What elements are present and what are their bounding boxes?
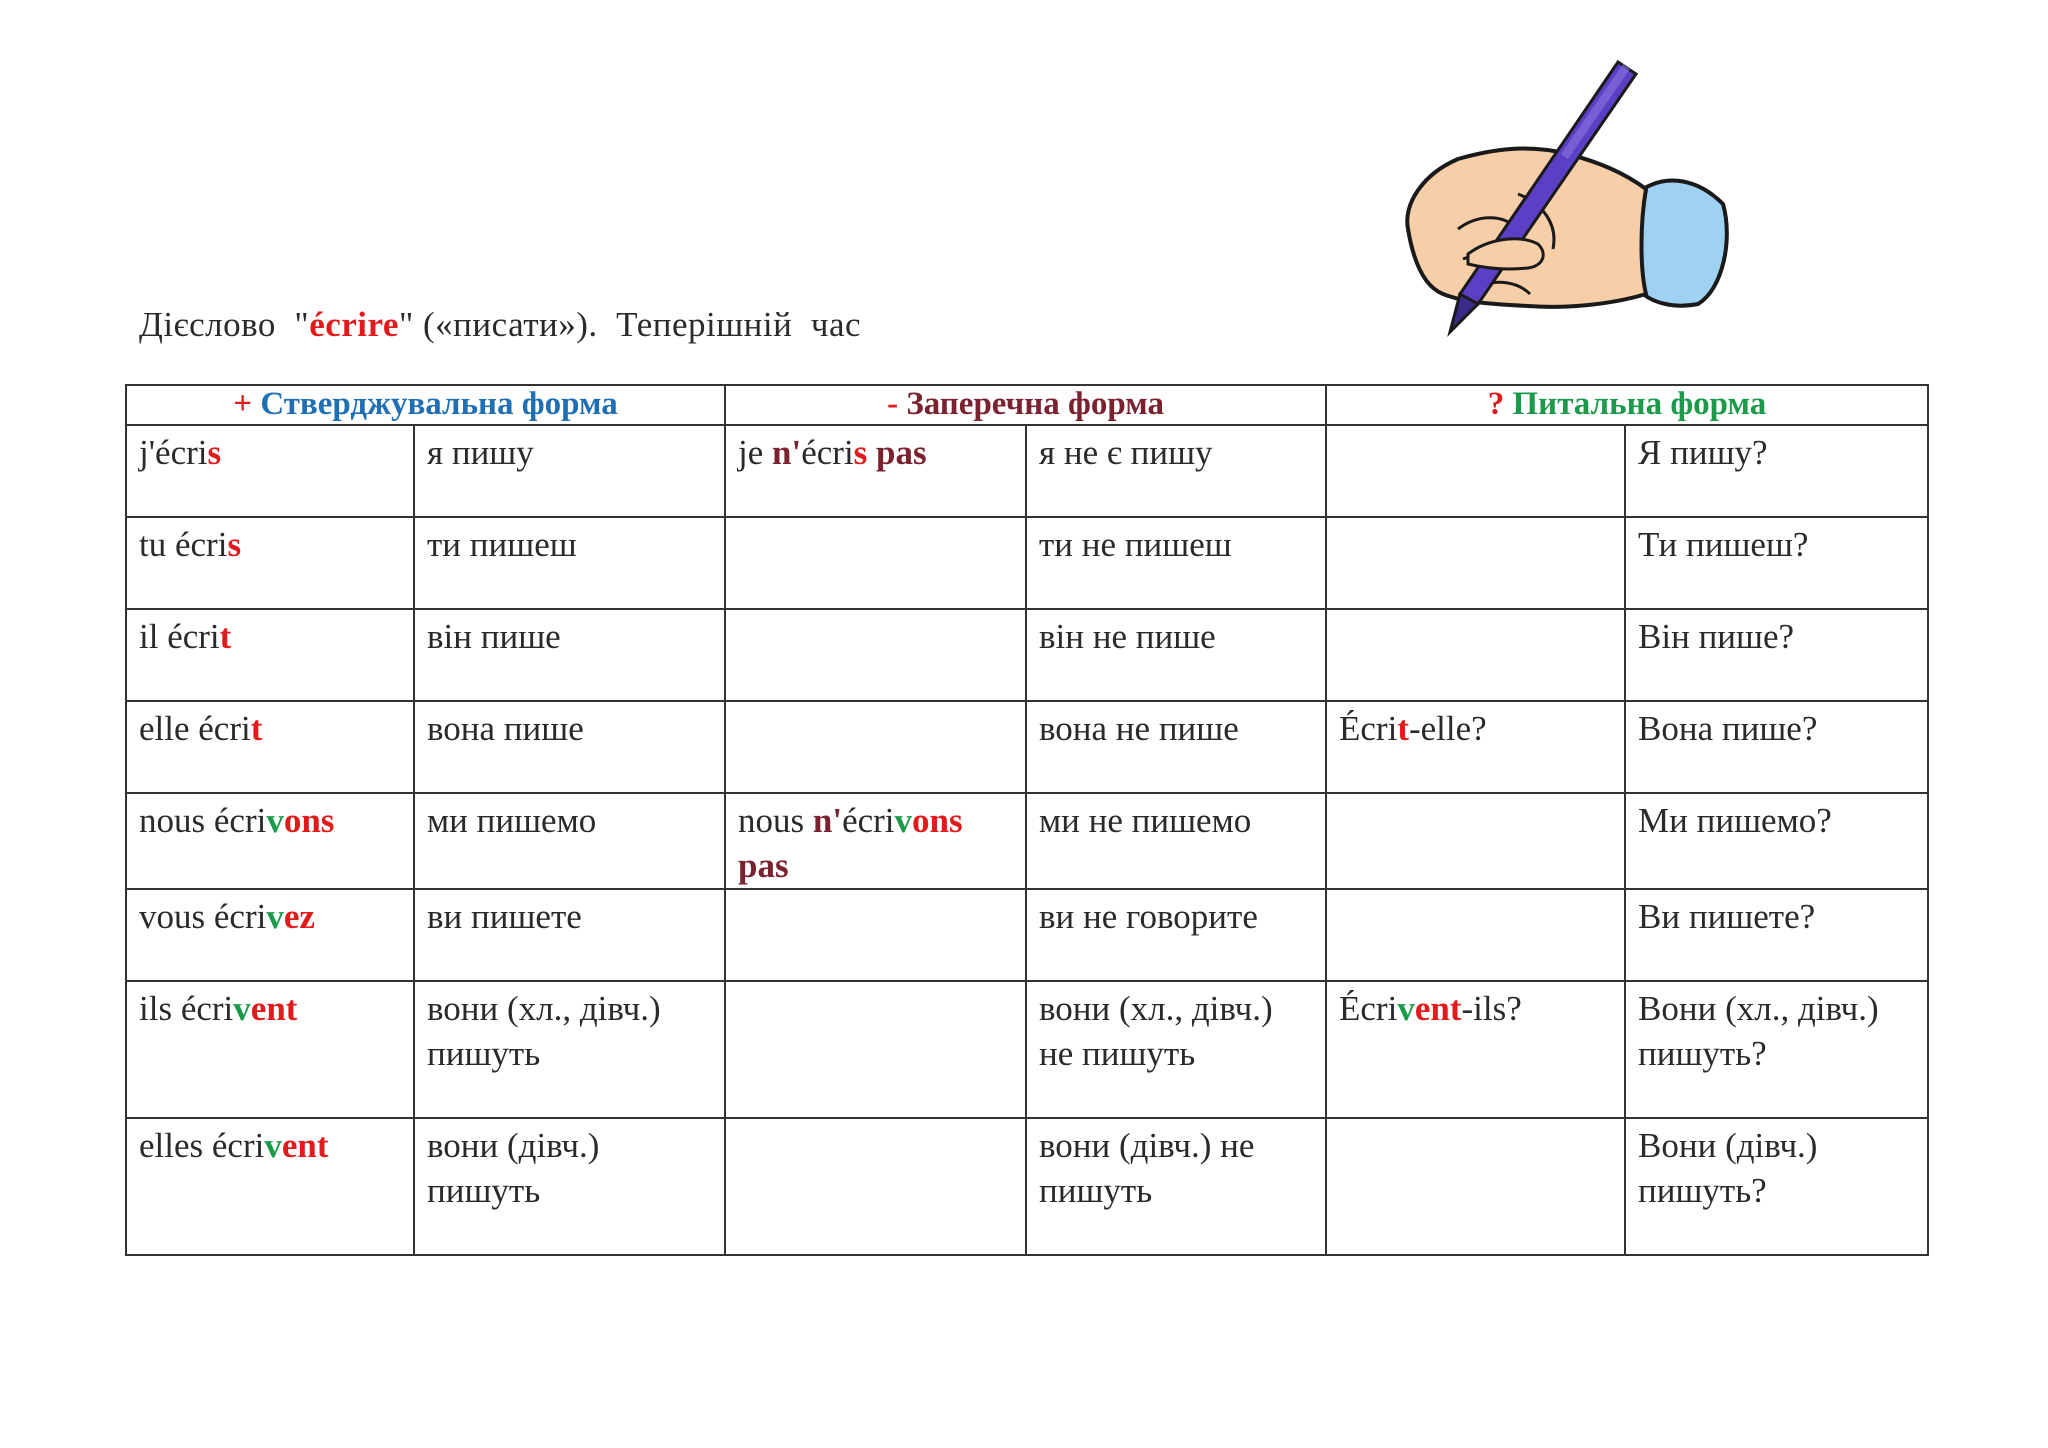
header-row: [126, 385, 1928, 425]
text-segment: v: [894, 801, 913, 840]
text-segment: v: [264, 1126, 282, 1165]
table-row: [126, 609, 1928, 701]
table-row: [126, 981, 1928, 1118]
text-segment: v: [266, 897, 284, 936]
cell-negative-french: [725, 889, 1026, 981]
cell-negative-ukrainian: вони (дівч.) не пишуть: [1026, 1118, 1326, 1255]
text-segment: Écri: [1339, 709, 1398, 748]
cell-interrogative-ukrainian: Вона пише?: [1625, 701, 1928, 793]
cell-affirmative-ukrainian: вони (дівч.) пишуть: [414, 1118, 725, 1255]
title-prefix: Дієслово ": [139, 305, 310, 344]
text-segment: t: [250, 709, 263, 748]
text-segment: t: [219, 617, 232, 656]
text-segment: v: [266, 801, 284, 840]
cell-affirmative-french: [126, 609, 414, 701]
cell-negative-ukrainian: ти не пишеш: [1026, 517, 1326, 609]
cell-affirmative-french: [126, 1118, 414, 1255]
text-segment: écri: [842, 801, 895, 840]
table-row: [126, 701, 1928, 793]
text-segment: je: [738, 433, 773, 472]
text-segment: s: [227, 525, 242, 564]
cell-interrogative-french: [1326, 609, 1625, 701]
cell-affirmative-ukrainian: вона пише: [414, 701, 725, 793]
text-segment: écri: [801, 433, 854, 472]
cell-negative-ukrainian: ми не пишемо: [1026, 793, 1326, 889]
cell-interrogative-ukrainian: Ти пишеш?: [1625, 517, 1928, 609]
text-segment: vous écri: [139, 897, 267, 936]
text-segment: v: [1397, 989, 1415, 1028]
cell-interrogative-ukrainian: Я пишу?: [1625, 425, 1928, 517]
cell-negative-french: [725, 981, 1026, 1118]
negative-sign: -: [887, 386, 907, 422]
cell-interrogative-french: [1326, 889, 1625, 981]
cell-affirmative-ukrainian: я пишу: [414, 425, 725, 517]
table-row: [126, 425, 1928, 517]
text-segment: pas: [738, 846, 789, 885]
text-segment: n': [812, 801, 843, 840]
cell-affirmative-ukrainian: ти пишеш: [414, 517, 725, 609]
hand-writing-pen-icon: [1368, 54, 1738, 339]
table-row: [126, 889, 1928, 981]
text-segment: nous écri: [139, 801, 267, 840]
cell-negative-french: [725, 1118, 1026, 1255]
cell-interrogative-ukrainian: Вони (хл., дівч.) пишуть?: [1625, 981, 1928, 1118]
cell-negative-ukrainian: вони (хл., дівч.) не пишуть: [1026, 981, 1326, 1118]
text-segment: -ils?: [1461, 989, 1522, 1028]
text-segment: ez: [283, 897, 315, 936]
title-suffix: " («писати»). Теперішній час: [398, 305, 862, 344]
text-segment: n': [772, 433, 802, 472]
cell-interrogative-ukrainian: Він пише?: [1625, 609, 1928, 701]
text-segment: nous: [738, 801, 813, 840]
cell-interrogative-french: [1326, 1118, 1625, 1255]
text-segment: ent: [281, 1126, 329, 1165]
text-segment: ons: [283, 801, 335, 840]
cell-negative-french: [725, 793, 1026, 889]
text-segment: t: [1397, 709, 1409, 748]
table-row: [126, 793, 1928, 889]
cell-affirmative-french: [126, 793, 414, 889]
cell-affirmative-ukrainian: ми пишемо: [414, 793, 725, 889]
text-segment: elles écri: [139, 1126, 265, 1165]
text-segment: ent: [1414, 989, 1462, 1028]
table-row: [126, 1118, 1928, 1255]
cell-interrogative-ukrainian: Ви пишете?: [1625, 889, 1928, 981]
cell-interrogative-french: [1326, 981, 1625, 1118]
cell-negative-ukrainian: вона не пише: [1026, 701, 1326, 793]
cell-affirmative-french: [126, 425, 414, 517]
cell-negative-french: [725, 425, 1026, 517]
affirmative-label: Стверджувальна форма: [260, 386, 618, 422]
cell-negative-ukrainian: я не є пишу: [1026, 425, 1326, 517]
cell-interrogative-ukrainian: Ми пишемо?: [1625, 793, 1928, 889]
cell-negative-french: [725, 517, 1026, 609]
cell-interrogative-ukrainian: Вони (дівч.) пишуть?: [1625, 1118, 1928, 1255]
header-affirmative: [126, 385, 725, 425]
page-title: [139, 305, 861, 345]
text-segment: elle écri: [139, 709, 251, 748]
cell-affirmative-ukrainian: ви пишете: [414, 889, 725, 981]
cell-negative-ukrainian: ви не говорите: [1026, 889, 1326, 981]
cell-negative-ukrainian: він не пише: [1026, 609, 1326, 701]
cell-affirmative-french: [126, 517, 414, 609]
text-segment: s: [853, 433, 868, 472]
cell-negative-french: [725, 609, 1026, 701]
text-segment: v: [233, 989, 251, 1028]
header-interrogative: [1326, 385, 1928, 425]
cell-interrogative-french: [1326, 517, 1625, 609]
text-segment: Écri: [1339, 989, 1398, 1028]
cell-affirmative-ukrainian: він пише: [414, 609, 725, 701]
cell-affirmative-ukrainian: вони (хл., дівч.) пишуть: [414, 981, 725, 1118]
table-row: [126, 517, 1928, 609]
cell-affirmative-french: [126, 701, 414, 793]
text-segment: ils écri: [139, 989, 234, 1028]
text-segment: il écri: [139, 617, 220, 656]
cell-affirmative-french: [126, 889, 414, 981]
text-segment: tu écri: [139, 525, 228, 564]
negative-label: Заперечна форма: [906, 386, 1164, 422]
header-negative: [725, 385, 1326, 425]
title-verb: écrire: [309, 305, 399, 344]
interrogative-sign: ?: [1487, 386, 1513, 422]
conjugation-table: [125, 384, 1929, 1256]
cell-interrogative-french: [1326, 425, 1625, 517]
text-segment: j'écri: [139, 433, 208, 472]
text-segment: pas: [867, 433, 927, 472]
text-segment: ent: [250, 989, 298, 1028]
interrogative-label: Питальна форма: [1512, 386, 1767, 422]
cell-affirmative-french: [126, 981, 414, 1118]
affirmative-sign: +: [233, 386, 261, 422]
text-segment: s: [207, 433, 222, 472]
cell-negative-french: [725, 701, 1026, 793]
text-segment: ons: [912, 801, 963, 840]
text-segment: -elle?: [1408, 709, 1487, 748]
cell-interrogative-french: [1326, 701, 1625, 793]
cell-interrogative-french: [1326, 793, 1625, 889]
